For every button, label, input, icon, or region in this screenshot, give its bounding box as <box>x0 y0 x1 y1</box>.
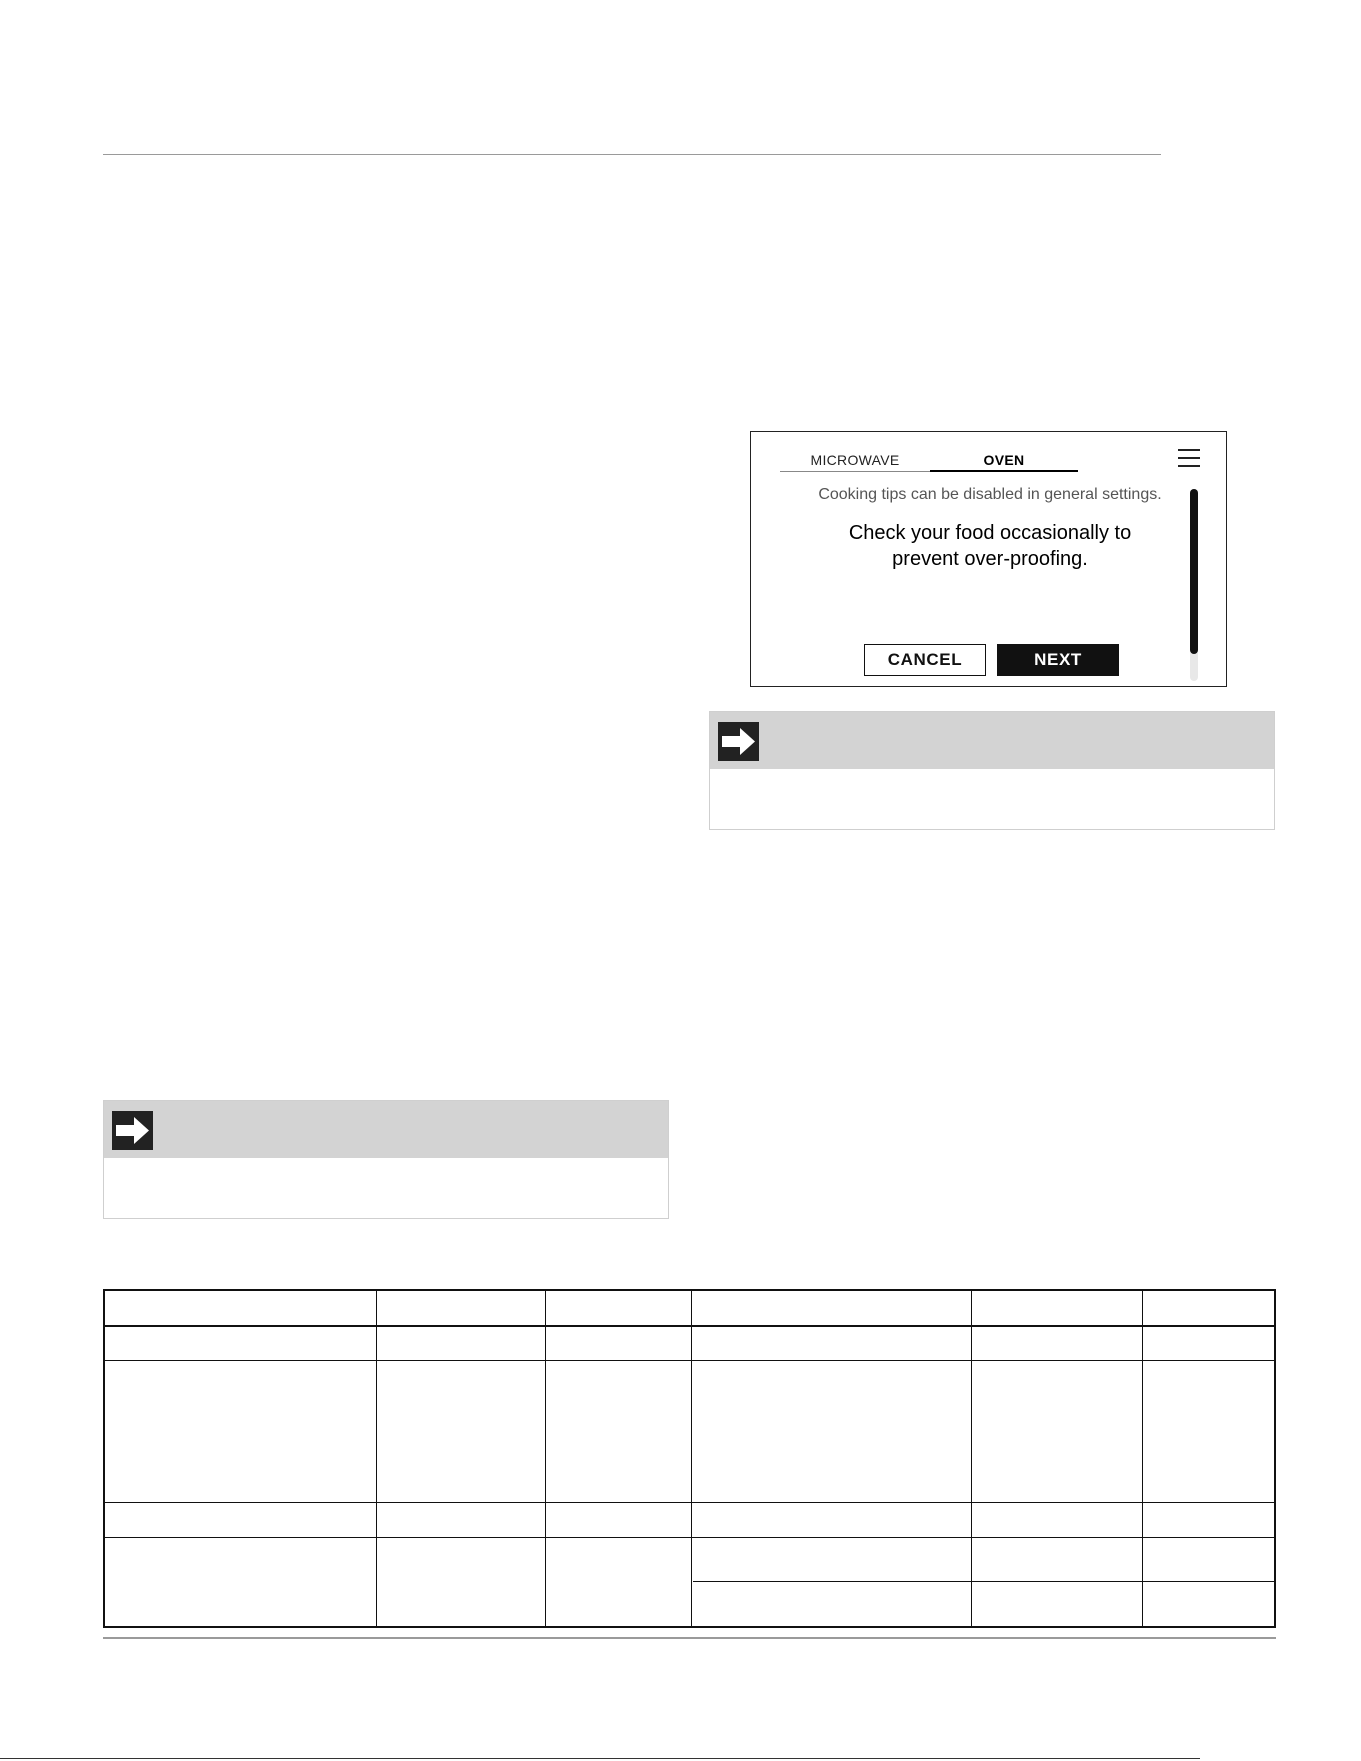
table-header-divider <box>105 1325 1274 1327</box>
table-row-divider <box>105 1502 1274 1503</box>
table-col-divider <box>545 1291 546 1626</box>
table-row-divider <box>105 1360 1274 1361</box>
table-col-divider <box>376 1291 377 1626</box>
note-header <box>710 712 1274 769</box>
note-box <box>103 1100 669 1219</box>
cancel-button[interactable]: CANCEL <box>864 644 986 676</box>
mode-tabs <box>780 449 1078 473</box>
next-button[interactable]: NEXT <box>997 644 1119 676</box>
data-table <box>103 1289 1276 1628</box>
tab-microwave[interactable]: MICROWAVE <box>780 449 930 472</box>
cooking-tips-note: Cooking tips can be disabled in general settings. <box>818 486 1162 503</box>
bottom-divider <box>103 1637 1276 1639</box>
arrow-right-icon <box>112 1111 153 1150</box>
table-row-divider <box>105 1537 1274 1538</box>
note-header <box>104 1101 668 1158</box>
top-divider <box>103 154 1161 155</box>
tip-line-2: prevent over-proofing. <box>892 548 1088 570</box>
tab-oven[interactable]: OVEN <box>930 449 1078 472</box>
hamburger-menu-icon[interactable] <box>1178 449 1202 469</box>
page-edge-line <box>0 1758 1200 1759</box>
arrow-right-icon <box>718 722 759 761</box>
table-subrow-divider <box>693 1581 1274 1582</box>
scrollbar-thumb[interactable] <box>1190 489 1198 654</box>
table-col-divider <box>1142 1291 1143 1626</box>
cooking-tip-message <box>790 520 1190 572</box>
table-col-divider <box>971 1291 972 1626</box>
tip-line-1: Check your food occasionally to <box>848 522 1132 544</box>
note-box <box>709 711 1275 830</box>
table-col-divider <box>691 1291 692 1626</box>
